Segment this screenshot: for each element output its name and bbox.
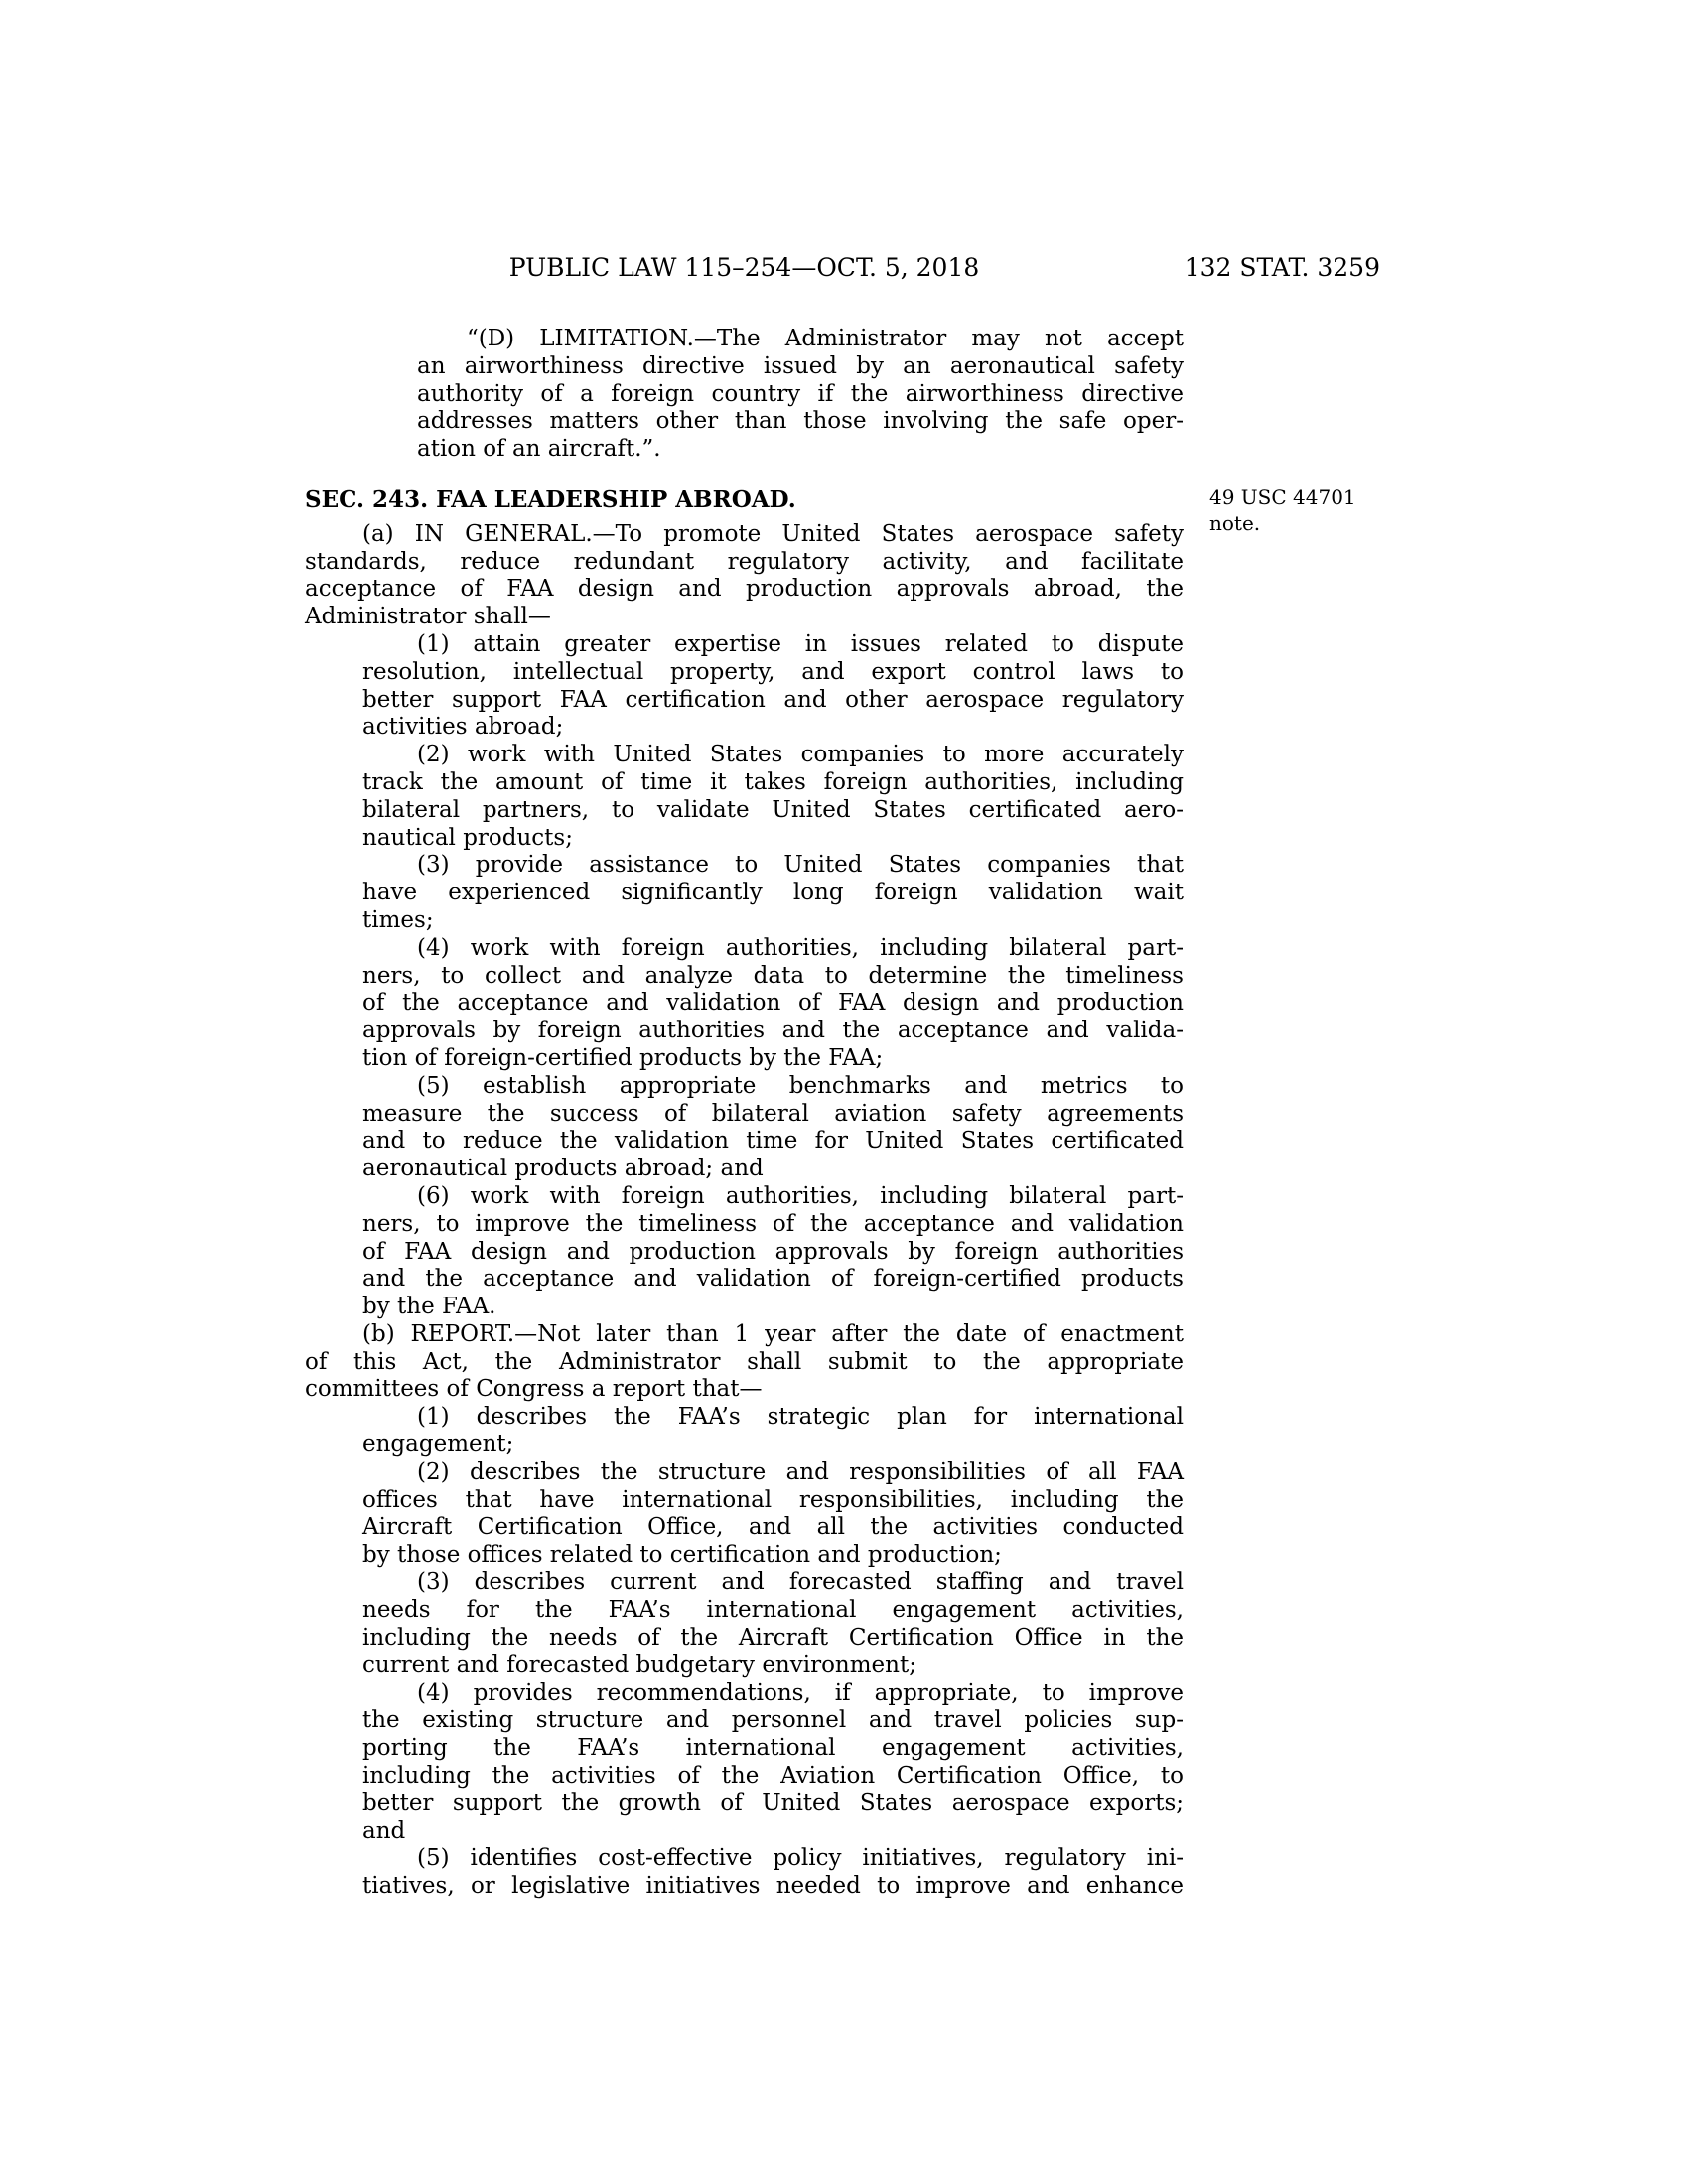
text-line: better support the growth of United States aerospace exports; [362, 1790, 1184, 1817]
text-line: Administrator shall— [305, 604, 551, 630]
text-line: (4) work with foreign authorities, including bilateral part- [417, 934, 1184, 961]
margin-note-usc-citation [1209, 484, 1398, 536]
item-b-4 [362, 1680, 1184, 1845]
text-line: ners, to collect and analyze data to determine the timeliness [362, 962, 1184, 989]
text-line: and the acceptance and validation of foreign-certified products [362, 1266, 1184, 1293]
text-line: of this Act, the Administrator shall submit to the appropriate [305, 1348, 1184, 1375]
text-line: of the acceptance and validation of FAA design and production [362, 990, 1184, 1017]
text-line: have experienced significantly long foreign validation wait [362, 880, 1184, 906]
text-line: (3) describes current and forecasted staffing and travel [417, 1570, 1184, 1596]
text-line: authority of a foreign country if the airworthiness directive [417, 380, 1184, 407]
text-line: (4) provides recommendations, if appropriate, to improve [417, 1680, 1184, 1706]
text-line: ation of an aircraft.”. [417, 436, 661, 463]
text-line: track the amount of time it takes foreign authorities, including [362, 768, 1184, 795]
text-line: (5) identifies cost-effective policy initiatives, regulatory ini- [417, 1845, 1184, 1872]
text-line: (1) describes the FAA’s strategic plan for international [417, 1404, 1184, 1431]
item-b-2 [362, 1459, 1184, 1570]
text-line: tiatives, or legislative initiatives needed to improve and enhance [362, 1872, 1184, 1899]
text-line: better support FAA certification and other aerospace regulatory [362, 686, 1184, 713]
text-line: standards, reduce redundant regulatory activity, and facilitate [305, 548, 1184, 575]
text-line: (b) REPORT.—Not later than 1 year after the date of enactment [362, 1320, 1184, 1347]
text-line: bilateral partners, to validate United States certificated aero- [362, 796, 1184, 823]
text-line: (2) work with United States companies to more accurately [417, 742, 1184, 768]
text-line: current and forecasted budgetary environment; [362, 1652, 916, 1679]
text-line: activities abroad; [362, 714, 564, 741]
item-a-4 [362, 935, 1184, 1073]
item-b-1 [362, 1404, 1184, 1459]
text-line: Aircraft Certification Office, and all the activities conducted [362, 1514, 1184, 1541]
text-line: an airworthiness directive issued by an aeronautical safety [417, 352, 1184, 379]
text-line: tion of foreign-certified products by the FAA; [362, 1044, 884, 1071]
text-line: (5) establish appropriate benchmarks and metrics to [417, 1072, 1184, 1099]
quoted-subparagraph-D [417, 326, 1184, 464]
text-line: times; [362, 906, 434, 933]
item-b-3 [362, 1570, 1184, 1680]
text-line: and to reduce the validation time for United States certificated [362, 1128, 1184, 1155]
text-line: of FAA design and production approvals by foreign authorities [362, 1238, 1184, 1265]
text-line: nautical products; [362, 824, 573, 851]
text-line: by the FAA. [362, 1294, 496, 1320]
text-line: (3) provide assistance to United States companies that [417, 852, 1184, 879]
text-line: (1) attain greater expertise in issues related to dispute [417, 630, 1184, 657]
text-line: approvals by foreign authorities and the acceptance and valida- [362, 1018, 1184, 1044]
text-line: needs for the FAA’s international engagement activities, [362, 1596, 1184, 1623]
subsection-b [305, 1321, 1184, 1404]
text-line: (6) work with foreign authorities, including bilateral part- [417, 1182, 1184, 1209]
item-a-6 [362, 1183, 1184, 1321]
item-a-3 [362, 852, 1184, 934]
running-head-law: PUBLIC LAW 115–254—OCT. 5, 2018 [508, 253, 980, 282]
margin-note-line: 49 USC 44701 [1209, 485, 1356, 509]
text-line: the existing structure and personnel and travel policies sup- [362, 1707, 1184, 1734]
text-line: “(D) LIMITATION.—The Administrator may not accept [467, 326, 1184, 351]
text-line: resolution, intellectual property, and export control laws to [362, 658, 1184, 685]
text-line: offices that have international responsibilities, including the [362, 1486, 1184, 1513]
text-line: engagement; [362, 1432, 514, 1458]
text-line: committees of Congress a report that— [305, 1376, 763, 1403]
text-line: including the activities of the Aviation Certification Office, to [362, 1762, 1184, 1789]
section-heading-243 [305, 486, 1184, 514]
item-a-5 [362, 1073, 1184, 1183]
text-line: measure the success of bilateral aviation safety agreements [362, 1100, 1184, 1127]
text-line: SEC. 243. FAA LEADERSHIP ABROAD. [305, 485, 796, 513]
statute-text-column [305, 326, 1184, 1901]
text-line: aeronautical products abroad; and [362, 1156, 764, 1182]
text-line: (2) describes the structure and responsibilities of all FAA [417, 1458, 1184, 1485]
text-line: addresses matters other than those involving the safe oper- [417, 408, 1184, 435]
running-head-stat-number: 132 STAT. 3259 [1184, 253, 1380, 282]
text-line: (a) IN GENERAL.—To promote United States aerospace safety [362, 520, 1184, 547]
subsection-a [305, 521, 1184, 631]
item-a-2 [362, 742, 1184, 852]
text-line: acceptance of FAA design and production approvals abroad, the [305, 576, 1184, 603]
text-line: and [362, 1818, 406, 1844]
item-a-1 [362, 631, 1184, 742]
text-line: porting the FAA’s international engagement activities, [362, 1734, 1184, 1761]
text-line: ners, to improve the timeliness of the acceptance and validation [362, 1210, 1184, 1237]
item-b-5 [362, 1845, 1184, 1901]
margin-note-line: note. [1209, 511, 1261, 535]
text-line: including the needs of the Aircraft Certification Office in the [362, 1624, 1184, 1651]
text-line: by those offices related to certification and production; [362, 1542, 1002, 1569]
